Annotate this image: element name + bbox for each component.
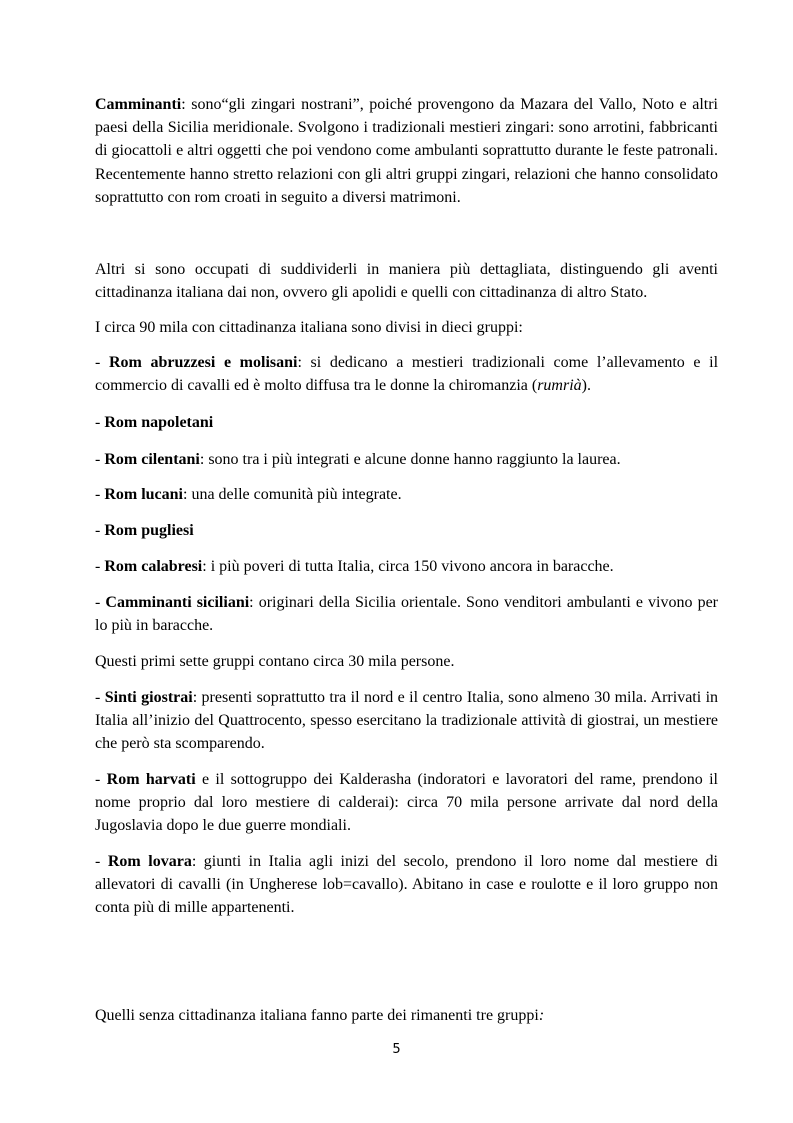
paragraph-non-citizens: Quelli senza cittadinanza italiana fanno parte dei rimanenti tre gruppi: [95,1007,545,1024]
group-item: - Rom napoletani [95,414,214,431]
paragraph-text: : sono“gli zingari nostrani”, poiché provengono da Mazara del Vallo, Noto e altri paesi della Sicilia meridionale. Svolgono i tradizionali mestieri zingari: sono arrotini, fabbricanti di giocattoli e altri oggetti che poi vendono come ambulanti soprattutto durante le feste patronali. Recentemente hanno stretto relazioni con gli altri gruppi zingari, relazioni che hanno consolidato soprattutto con rom croati in seguito a diversi matrimoni. [95,96,718,206]
group-item: - Rom cilentani: sono tra i più integrati e alcune donne hanno raggiunto la laurea. [95,451,621,468]
group-term: Rom napoletani [104,414,214,431]
paragraph-camminanti [95,93,718,209]
group-term: Rom calabresi [104,558,203,575]
group-item: - Rom lucani: una delle comunità più integrate. [95,486,402,503]
paragraph-groups-count: I circa 90 mila con cittadinanza italiana sono divisi in dieci gruppi: [95,319,523,336]
group-term: Rom pugliesi [104,522,194,539]
group-term: Rom lovara [107,853,192,870]
term-camminanti: Camminanti [95,96,182,113]
page-number: 5 [392,1042,401,1057]
group-term: Rom lucani [104,486,183,503]
paragraph-intro: Altri si sono occupati di suddividerli in maniera più dettagliata, distinguendo gli aventi cittadinanza italiana dai non, ovvero gli apolidi e quelli con cittadinanza di altro Stato. [95,261,718,302]
group-item: - Rom pugliesi [95,522,194,539]
group-item: - Rom calabresi: i più poveri di tutta Italia, circa 150 vivono ancora in baracche. [95,558,614,575]
group-term: Sinti giostrai [104,689,193,706]
paragraph-summary: Questi primi sette gruppi contano circa 30 mila persone. [95,653,455,670]
group-item: - Rom abruzzesi e molisani: si dedicano a mestieri tradizionali come l’allevamento e il commercio di cavalli ed è molto diffusa tra le donne la chiromanzia (rumrià). [95,354,719,395]
group-term: Rom cilentani [104,451,200,468]
group-item: - Rom harvati e il sottogruppo dei Kalderasha (indoratori e lavoratori del rame, prendono il nome proprio dal loro mestiere di calderai): circa 70 mila persone arrivate dal nord della Jugoslavia dopo le due guerre mondiali. [95,771,719,835]
group-term: Camminanti siciliani [105,594,250,611]
italic-term: rumrià [537,377,582,395]
group-item: - Camminanti siciliani: originari della Sicilia orientale. Sono venditori ambulanti e vivono per lo più in baracche. [95,594,719,635]
group-item: - Sinti giostrai: presenti soprattutto tra il nord e il centro Italia, sono almeno 30 mila. Arrivati in Italia all’inizio del Quattrocento, spesso esercitano la tradizionale attività di giostrai, un mestiere che però sta scomparendo. [95,689,719,753]
group-item: - Rom lovara: giunti in Italia agli inizi del secolo, prendono il loro nome dal mestiere di allevatori di cavalli (in Ungherese lob=cavallo). Abitano in case e roulotte e il loro gruppo non conta più di mille appartenenti. [95,853,718,917]
group-term: Rom harvati [106,771,196,788]
group-term: Rom abruzzesi e molisani [108,354,298,371]
